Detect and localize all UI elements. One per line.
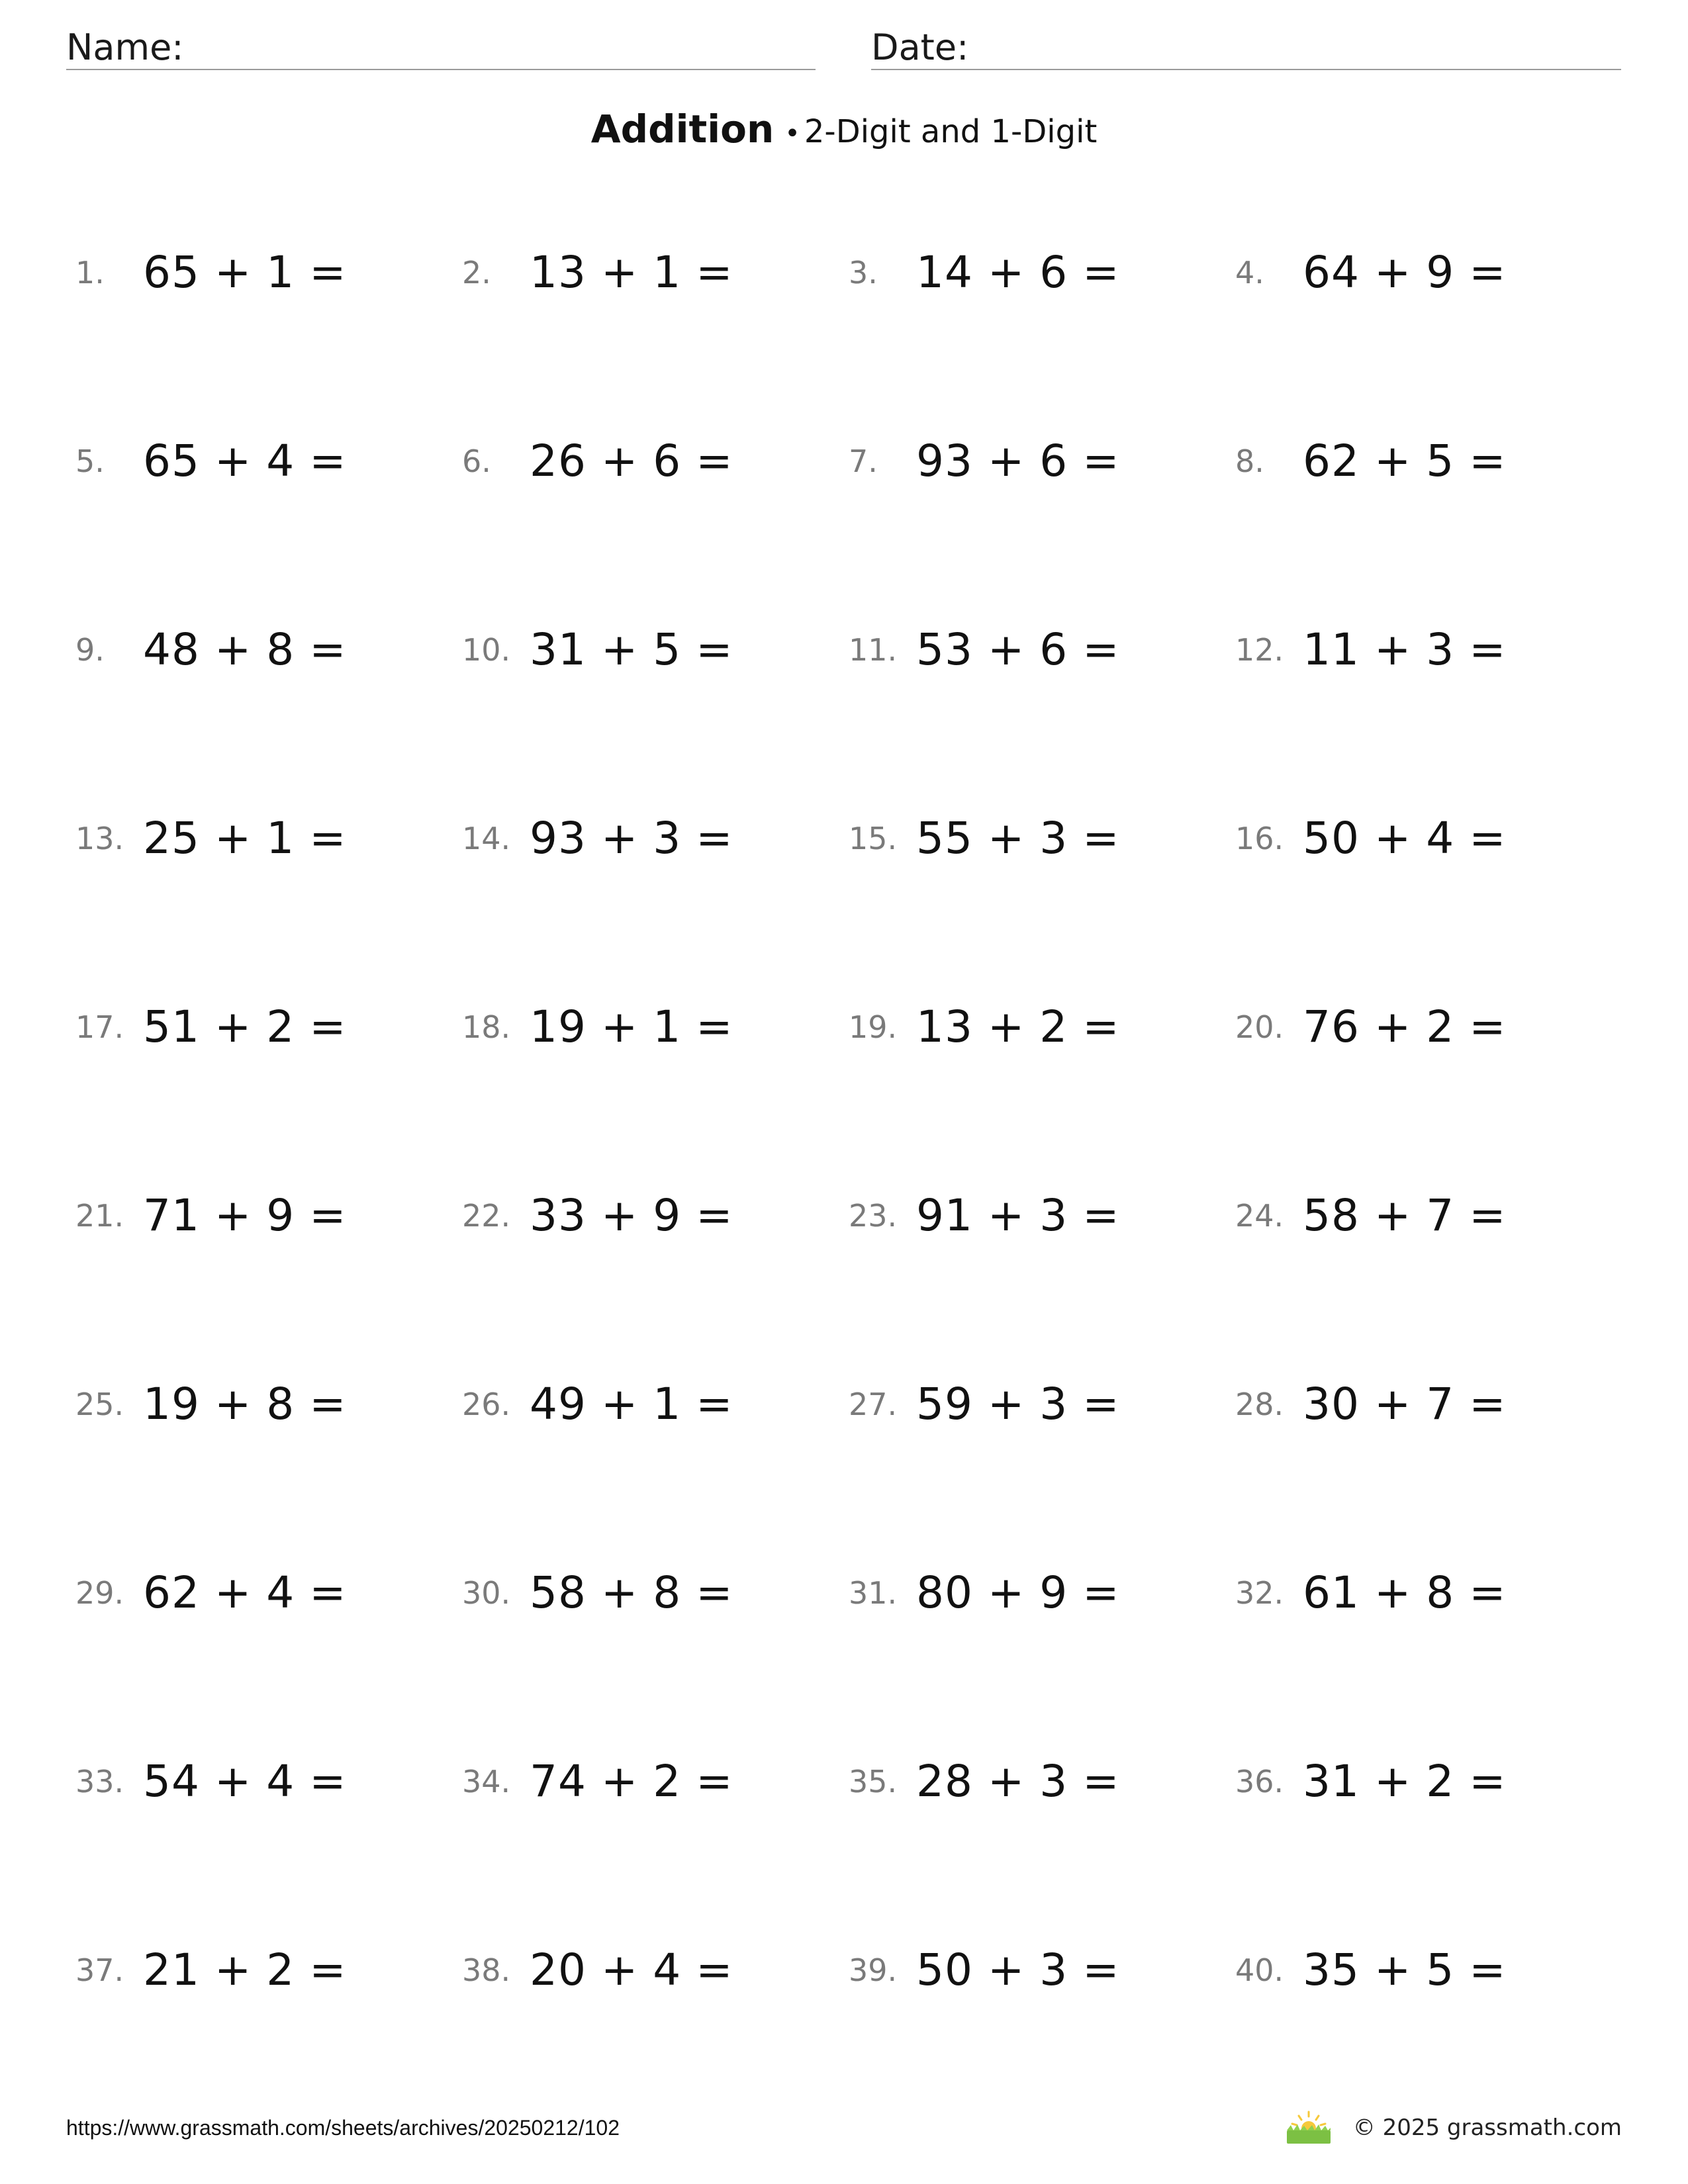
problem-item	[462, 1560, 833, 1626]
problem-number: 38.	[462, 1952, 511, 1988]
problem-number: 30.	[462, 1575, 511, 1611]
problem-expression: 31 + 5 =	[530, 624, 733, 675]
footer-brand	[1286, 2105, 1622, 2151]
problem-item	[462, 1183, 833, 1249]
problem-item	[75, 428, 446, 494]
footer-copyright: © 2025 grassmath.com	[1352, 2115, 1622, 2141]
problem-number: 13.	[75, 821, 124, 856]
problem-expression: 51 + 2 =	[143, 1001, 347, 1052]
problem-item	[849, 240, 1219, 306]
problem-expression: 55 + 3 =	[916, 813, 1120, 864]
problem-item	[849, 1371, 1219, 1437]
problem-item	[462, 428, 833, 494]
problem-expression: 61 + 8 =	[1303, 1567, 1507, 1618]
problem-number: 19.	[849, 1009, 898, 1045]
problem-number: 15.	[849, 821, 898, 856]
problem-item	[1235, 1937, 1606, 2003]
title-subtitle: 2-Digit and 1-Digit	[804, 113, 1098, 150]
problem-number: 16.	[1235, 821, 1284, 856]
problem-expression: 65 + 4 =	[143, 435, 347, 486]
problem-item	[462, 1371, 833, 1437]
problem-item	[1235, 1371, 1606, 1437]
problem-expression: 58 + 8 =	[530, 1567, 733, 1618]
problem-item	[75, 617, 446, 683]
problem-number: 14.	[462, 821, 511, 856]
problem-number: 2.	[462, 255, 491, 291]
problem-expression: 53 + 6 =	[916, 624, 1120, 675]
problem-number: 9.	[75, 632, 105, 668]
date-label: Date:	[871, 26, 969, 68]
problem-item	[75, 1749, 446, 1815]
problem-item	[1235, 1183, 1606, 1249]
problem-expression: 33 + 9 =	[530, 1190, 733, 1241]
problem-number: 26.	[462, 1387, 511, 1422]
problem-expression: 25 + 1 =	[143, 813, 347, 864]
problem-number: 5.	[75, 443, 105, 479]
problem-number: 35.	[849, 1764, 898, 1799]
problem-expression: 21 + 2 =	[143, 1944, 347, 1995]
problem-expression: 58 + 7 =	[1303, 1190, 1507, 1241]
problem-number: 18.	[462, 1009, 511, 1045]
problem-item	[462, 617, 833, 683]
problem-item	[1235, 240, 1606, 306]
problem-item	[849, 1560, 1219, 1626]
problem-expression: 62 + 5 =	[1303, 435, 1507, 486]
problem-item	[849, 994, 1219, 1060]
problem-number: 28.	[1235, 1387, 1284, 1422]
problem-item	[849, 1937, 1219, 2003]
problem-number: 17.	[75, 1009, 124, 1045]
problem-expression: 26 + 6 =	[530, 435, 733, 486]
problem-item	[1235, 617, 1606, 683]
problem-item	[1235, 805, 1606, 872]
problem-number: 4.	[1235, 255, 1264, 291]
problem-expression: 30 + 7 =	[1303, 1379, 1507, 1430]
problem-number: 32.	[1235, 1575, 1284, 1611]
problem-number: 7.	[849, 443, 878, 479]
problem-number: 33.	[75, 1764, 124, 1799]
problem-expression: 74 + 2 =	[530, 1756, 733, 1807]
problem-expression: 71 + 9 =	[143, 1190, 347, 1241]
problem-item	[1235, 1749, 1606, 1815]
problem-expression: 14 + 6 =	[916, 247, 1120, 298]
problem-item	[75, 1937, 446, 2003]
problem-number: 29.	[75, 1575, 124, 1611]
problem-expression: 93 + 3 =	[530, 813, 733, 864]
problem-number: 25.	[75, 1387, 124, 1422]
problem-item	[849, 1749, 1219, 1815]
problem-item	[75, 1371, 446, 1437]
problem-item	[75, 1183, 446, 1249]
problem-number: 20.	[1235, 1009, 1284, 1045]
problem-expression: 49 + 1 =	[530, 1379, 733, 1430]
title-separator: •	[784, 118, 800, 149]
problem-number: 23.	[849, 1198, 898, 1234]
problem-number: 39.	[849, 1952, 898, 1988]
problem-number: 6.	[462, 443, 491, 479]
problem-number: 21.	[75, 1198, 124, 1234]
problem-expression: 28 + 3 =	[916, 1756, 1120, 1807]
problem-number: 10.	[462, 632, 511, 668]
problem-item	[849, 428, 1219, 494]
problem-expression: 20 + 4 =	[530, 1944, 733, 1995]
worksheet-title	[0, 99, 1688, 163]
problem-expression: 64 + 9 =	[1303, 247, 1507, 298]
problem-number: 22.	[462, 1198, 511, 1234]
problem-expression: 48 + 8 =	[143, 624, 347, 675]
problem-expression: 62 + 4 =	[143, 1567, 347, 1618]
problem-item	[462, 1749, 833, 1815]
problem-number: 34.	[462, 1764, 511, 1799]
problem-item	[1235, 428, 1606, 494]
problem-number: 24.	[1235, 1198, 1284, 1234]
problem-expression: 76 + 2 =	[1303, 1001, 1507, 1052]
problem-item	[849, 617, 1219, 683]
problem-item	[75, 994, 446, 1060]
problem-item	[462, 240, 833, 306]
grass-sun-logo-icon	[1286, 2111, 1332, 2145]
problem-expression: 19 + 1 =	[530, 1001, 733, 1052]
problem-expression: 65 + 1 =	[143, 247, 347, 298]
title-main: Addition	[590, 107, 774, 152]
problem-number: 40.	[1235, 1952, 1284, 1988]
problem-expression: 80 + 9 =	[916, 1567, 1120, 1618]
problem-item	[75, 805, 446, 872]
problem-number: 8.	[1235, 443, 1264, 479]
problem-item	[462, 1937, 833, 2003]
problem-number: 37.	[75, 1952, 124, 1988]
footer-url: https://www.grassmath.com/sheets/archives/20250212/102	[66, 2116, 620, 2140]
problem-expression: 31 + 2 =	[1303, 1756, 1507, 1807]
problem-expression: 50 + 4 =	[1303, 813, 1507, 864]
problem-expression: 35 + 5 =	[1303, 1944, 1507, 1995]
problem-expression: 11 + 3 =	[1303, 624, 1507, 675]
problem-number: 12.	[1235, 632, 1284, 668]
problem-number: 11.	[849, 632, 898, 668]
problem-number: 31.	[849, 1575, 898, 1611]
problem-item	[462, 994, 833, 1060]
problem-item	[849, 805, 1219, 872]
problem-expression: 50 + 3 =	[916, 1944, 1120, 1995]
problem-item	[75, 240, 446, 306]
problem-item	[462, 805, 833, 872]
problem-item	[849, 1183, 1219, 1249]
problem-number: 1.	[75, 255, 105, 291]
problem-number: 3.	[849, 255, 878, 291]
problem-number: 27.	[849, 1387, 898, 1422]
problem-expression: 13 + 1 =	[530, 247, 733, 298]
problem-expression: 93 + 6 =	[916, 435, 1120, 486]
problem-expression: 19 + 8 =	[143, 1379, 347, 1430]
problem-item	[1235, 1560, 1606, 1626]
problem-expression: 91 + 3 =	[916, 1190, 1120, 1241]
problem-item	[1235, 994, 1606, 1060]
name-field[interactable]	[66, 26, 816, 70]
problem-expression: 59 + 3 =	[916, 1379, 1120, 1430]
problem-expression: 13 + 2 =	[916, 1001, 1120, 1052]
name-label: Name:	[66, 26, 184, 68]
problem-number: 36.	[1235, 1764, 1284, 1799]
problem-item	[75, 1560, 446, 1626]
problem-expression: 54 + 4 =	[143, 1756, 347, 1807]
date-field[interactable]	[871, 26, 1621, 70]
